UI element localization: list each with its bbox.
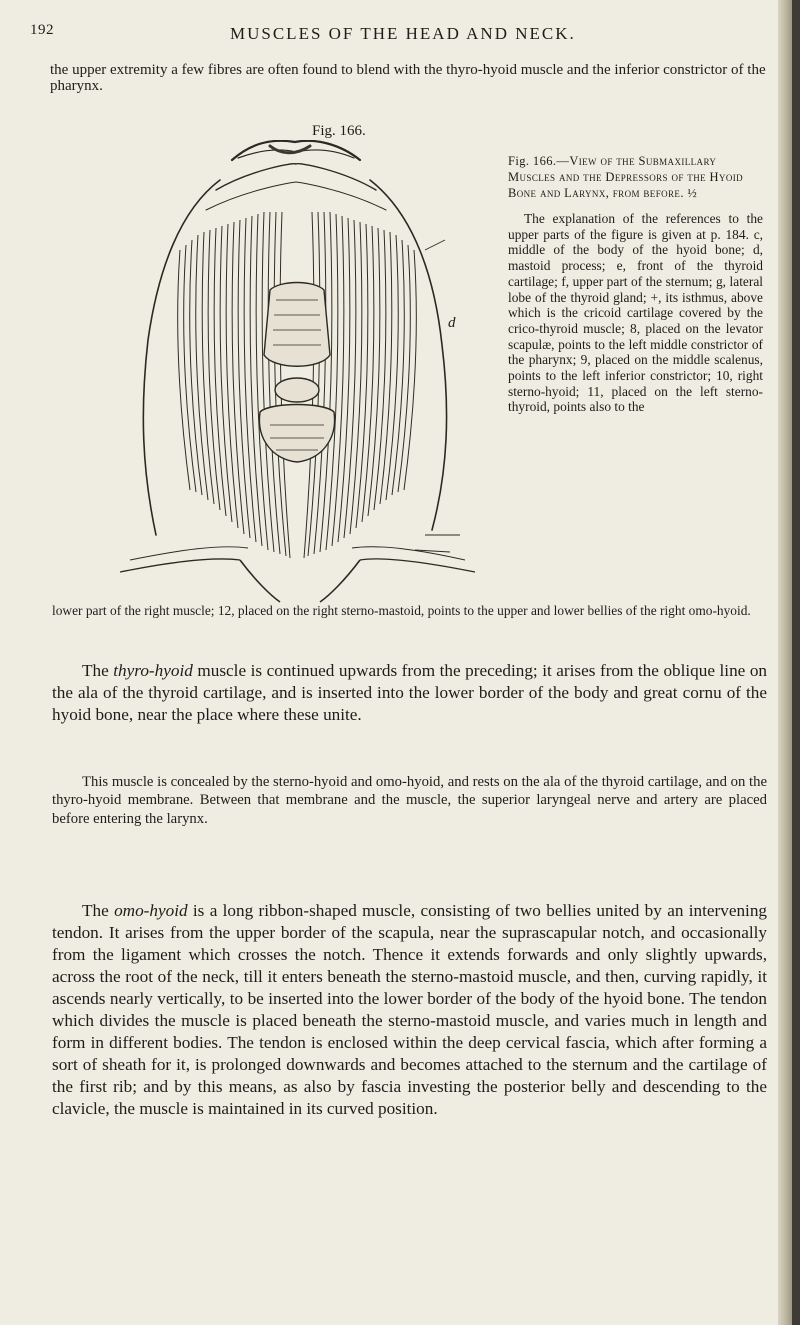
page-number: 192 — [30, 22, 54, 38]
caption-text: The explanation of the references to the upper parts of the figure is given at p. 184. c, middle of the body of the hyoid bone; d, mastoid process; e, front of the thyroid cartilage; f, upper part of the sternum; g, lateral lobe of the thyroid gland; +, its isthmus, above which is the cricoid cartilage covered by the crico-thyroid muscle; 8, placed on the levator scapulæ, points to the left middle constrictor of the pharynx; 9, placed on the middle scalenus, points to the left inferior constrictor; 10, right sterno-hyoid; 11, placed on the left sterno-thyroid, points also to the — [508, 211, 763, 415]
caption-title — [508, 153, 763, 201]
figure-ref-letter-d: d — [448, 315, 456, 331]
figure-number: Fig. 166. — [312, 123, 366, 139]
running-title: MUSCLES OF THE HEAD AND NECK. — [230, 24, 576, 43]
figure-caption — [508, 153, 763, 415]
paragraph-omo-hyoid — [52, 900, 767, 1120]
term-omo-hyoid: omo-hyoid — [114, 901, 188, 920]
caption-continuation: lower part of the right muscle; 12, placed on the right sterno-mastoid, points to the upper and lower bellies of the right omo-hyoid. — [52, 603, 751, 618]
caption-title-text: View of the Submaxillary Muscles and the Depressors of the Hyoid Bone and Larynx, from before. — [508, 154, 744, 200]
term-thyro-hyoid: thyro-hyoid — [113, 661, 193, 680]
caption-title-prefix: Fig. 166.— — [508, 154, 570, 168]
p1-body: muscle is continued upwards from the preceding; it arises from the oblique line on the ala of the thyroid cartilage, and is inserted into the lower border of the body and great cornu of the hyoid bone, near the place where these unite. — [52, 661, 768, 724]
running-head — [0, 22, 780, 46]
p1-lead: The — [82, 661, 109, 680]
p3-lead: The — [82, 901, 109, 920]
anatomical-figure-illustration — [120, 140, 475, 603]
p3-body: is a long ribbon-shaped muscle, consisting of two bellies united by an intervening tendon. It arises from the upper border of the scapula, near the suprascapular notch, and occasionally from the ligament which crosses the notch. Thence it extends forwards and only slightly upwards, across the root of the neck, till it enters beneath the sterno-mastoid muscle, and then, curving rapidly, it ascends nearly vertically, to be inserted into the lower border of the body of the hyoid bone. The tendon which divides the muscle is placed beneath the sterno-mastoid muscle, and varies much in length and form in different bodies. The tendon is enclosed within the deep cervical fascia, which after forming a sort of sheath for it, is prolonged downwards and becomes attached to the sternum and the cartilage of the first rib; and by this means, as also by fascia investing the posterior belly and descending to the clavicle, the muscle is maintained in its curved position. — [52, 901, 768, 1118]
page-edge-binding — [792, 0, 800, 1325]
caption-scale: ½ — [687, 186, 698, 200]
paragraph-thyro-hyoid-relations: This muscle is concealed by the sterno-hyoid and omo-hyoid, and rests on the ala of the thyroid cartilage, and on the thyro-hyoid membrane. Between that membrane and the muscle, the superior laryngeal nerve and artery are placed before entering the larynx. — [52, 774, 767, 827]
intro-paragraph: the upper extremity a few fibres are often found to blend with the thyro-hyoid muscle and the inferior constrictor of the pharynx. — [50, 62, 766, 94]
paragraph-thyro-hyoid — [52, 660, 767, 726]
